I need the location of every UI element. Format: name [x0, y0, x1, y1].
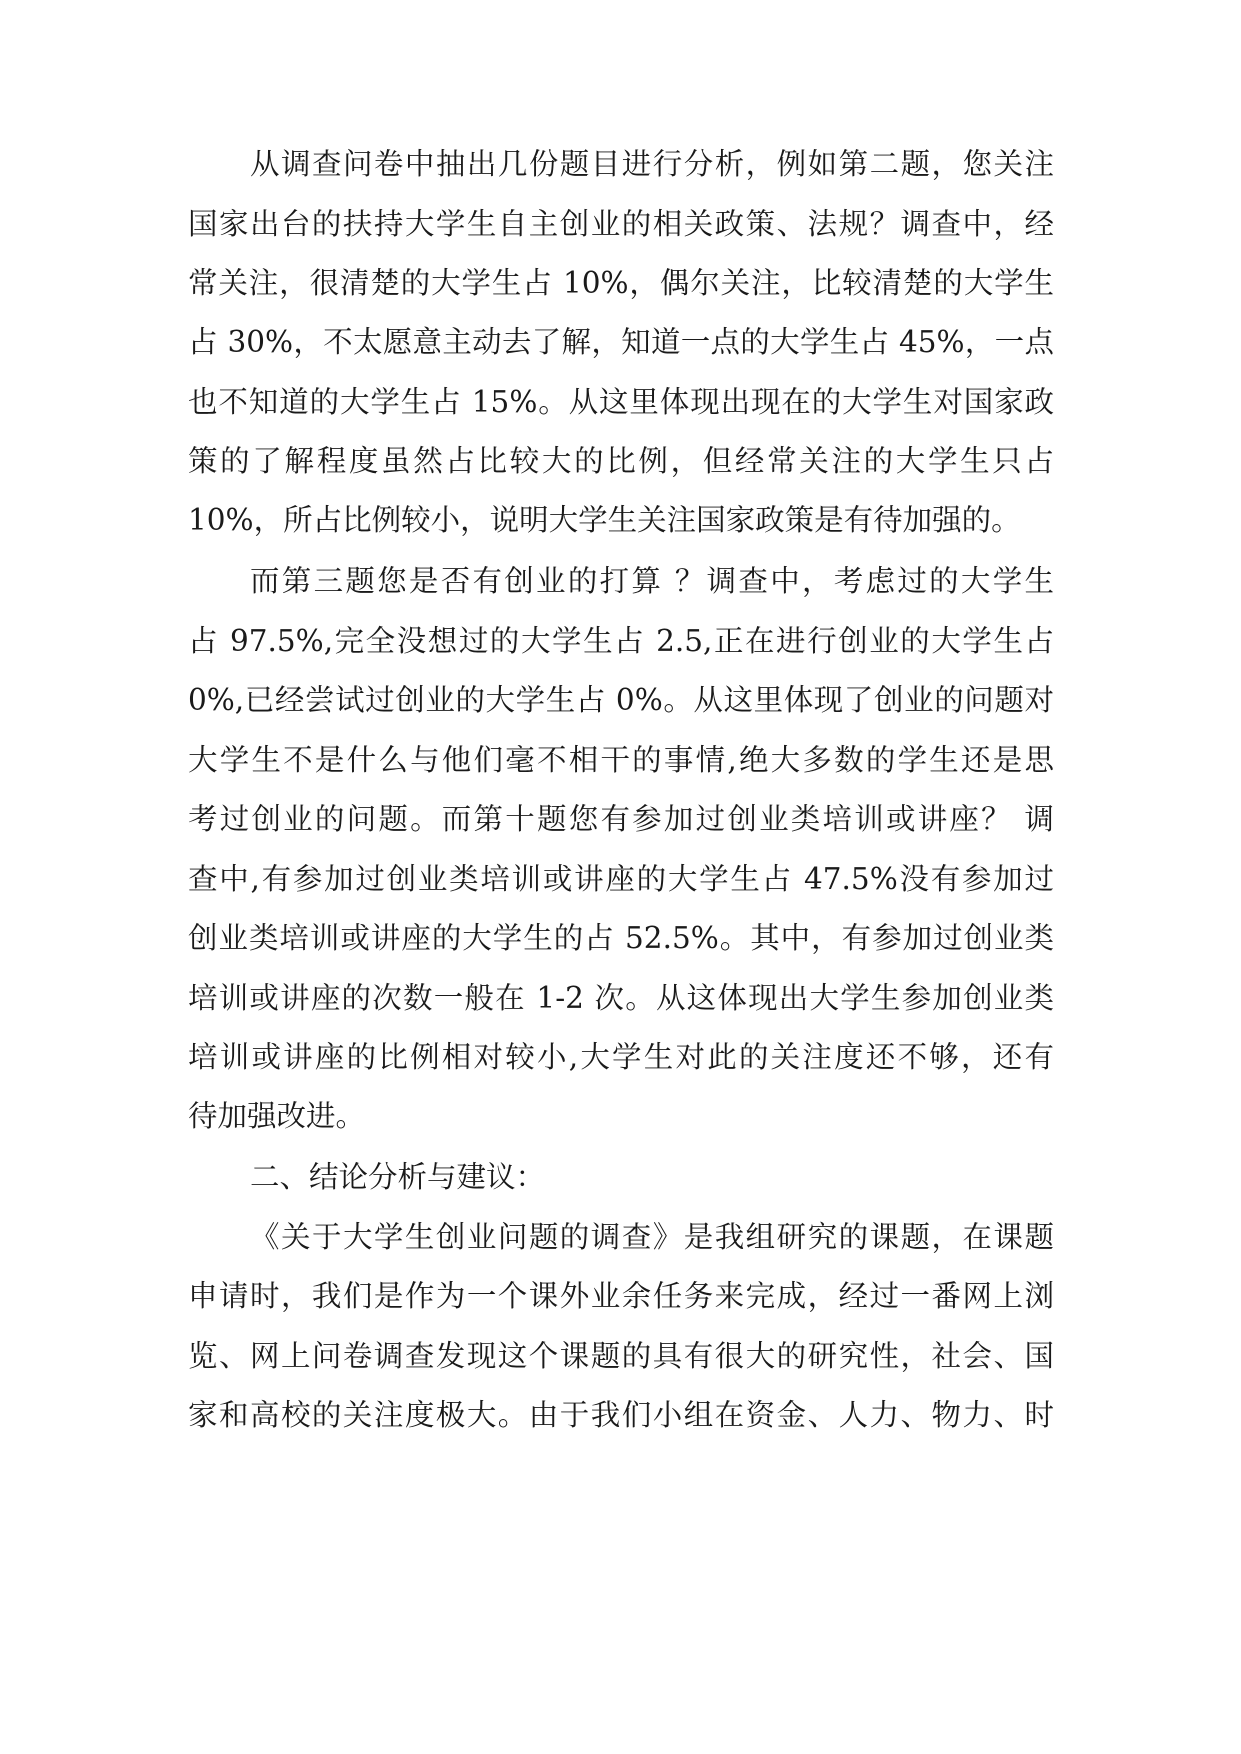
paragraph-2-line-7: 创业类培训或讲座的大学生的占 52.5%。其中，有参加过创业类 [188, 921, 1054, 955]
paragraph-1-line-5: 也不知道的大学生占 15%。从这里体现出现在的大学生对国家政 [188, 385, 1054, 419]
section-heading: 二、结论分析与建议： [250, 1160, 546, 1194]
paragraph-1-line-2: 国家出台的扶持大学生自主创业的相关政策、法规？调查中，经 [188, 207, 1054, 241]
paragraph-2-line-5: 考过创业的问题。而第十题您有参加过创业类培训或讲座？ 调 [188, 802, 1054, 836]
paragraph-2-line-4: 大学生不是什么与他们毫不相干的事情,绝大多数的学生还是思 [188, 743, 1054, 777]
paragraph-1-line-6: 策的了解程度虽然占比较大的比例，但经常关注的大学生只占 [188, 444, 1054, 478]
paragraph-3-line-3: 览、网上问卷调查发现这个课题的具有很大的研究性，社会、国 [188, 1339, 1054, 1373]
paragraph-1-line-7: 10%，所占比例较小，说明大学生关注国家政策是有待加强的。 [188, 503, 1021, 537]
paragraph-2-line-10: 待加强改进。 [188, 1099, 366, 1133]
paragraph-1-line-4: 占 30%，不太愿意主动去了解，知道一点的大学生占 45%，一点 [188, 325, 1054, 359]
paragraph-1-line-3: 常关注，很清楚的大学生占 10%，偶尔关注，比较清楚的大学生 [188, 266, 1054, 300]
paragraph-2-line-8: 培训或讲座的次数一般在 1-2 次。从这体现出大学生参加创业类 [188, 981, 1054, 1015]
paragraph-3-line-2: 申请时，我们是作为一个课外业余任务来完成，经过一番网上浏 [188, 1279, 1054, 1313]
paragraph-2-line-1: 而第三题您是否有创业的打算 ？调查中，考虑过的大学生 [250, 564, 1054, 598]
paragraph-3-line-1: 《关于大学生创业问题的调查》是我组研究的课题，在课题 [250, 1220, 1054, 1254]
paragraph-1-line-1: 从调查问卷中抽出几份题目进行分析，例如第二题，您关注 [250, 147, 1054, 181]
paragraph-2-line-3: 0%,已经尝试过创业的大学生占 0%。从这里体现了创业的问题对 [188, 683, 1054, 717]
paragraph-3-line-4: 家和高校的关注度极大。由于我们小组在资金、人力、物力、时 [188, 1398, 1054, 1432]
paragraph-2-line-2: 占 97.5%,完全没想过的大学生占 2.5,正在进行创业的大学生占 [188, 624, 1054, 658]
paragraph-2-line-6: 查中,有参加过创业类培训或讲座的大学生占 47.5%没有参加过 [188, 862, 1054, 896]
paragraph-2-line-9: 培训或讲座的比例相对较小,大学生对此的关注度还不够，还有 [188, 1040, 1054, 1074]
